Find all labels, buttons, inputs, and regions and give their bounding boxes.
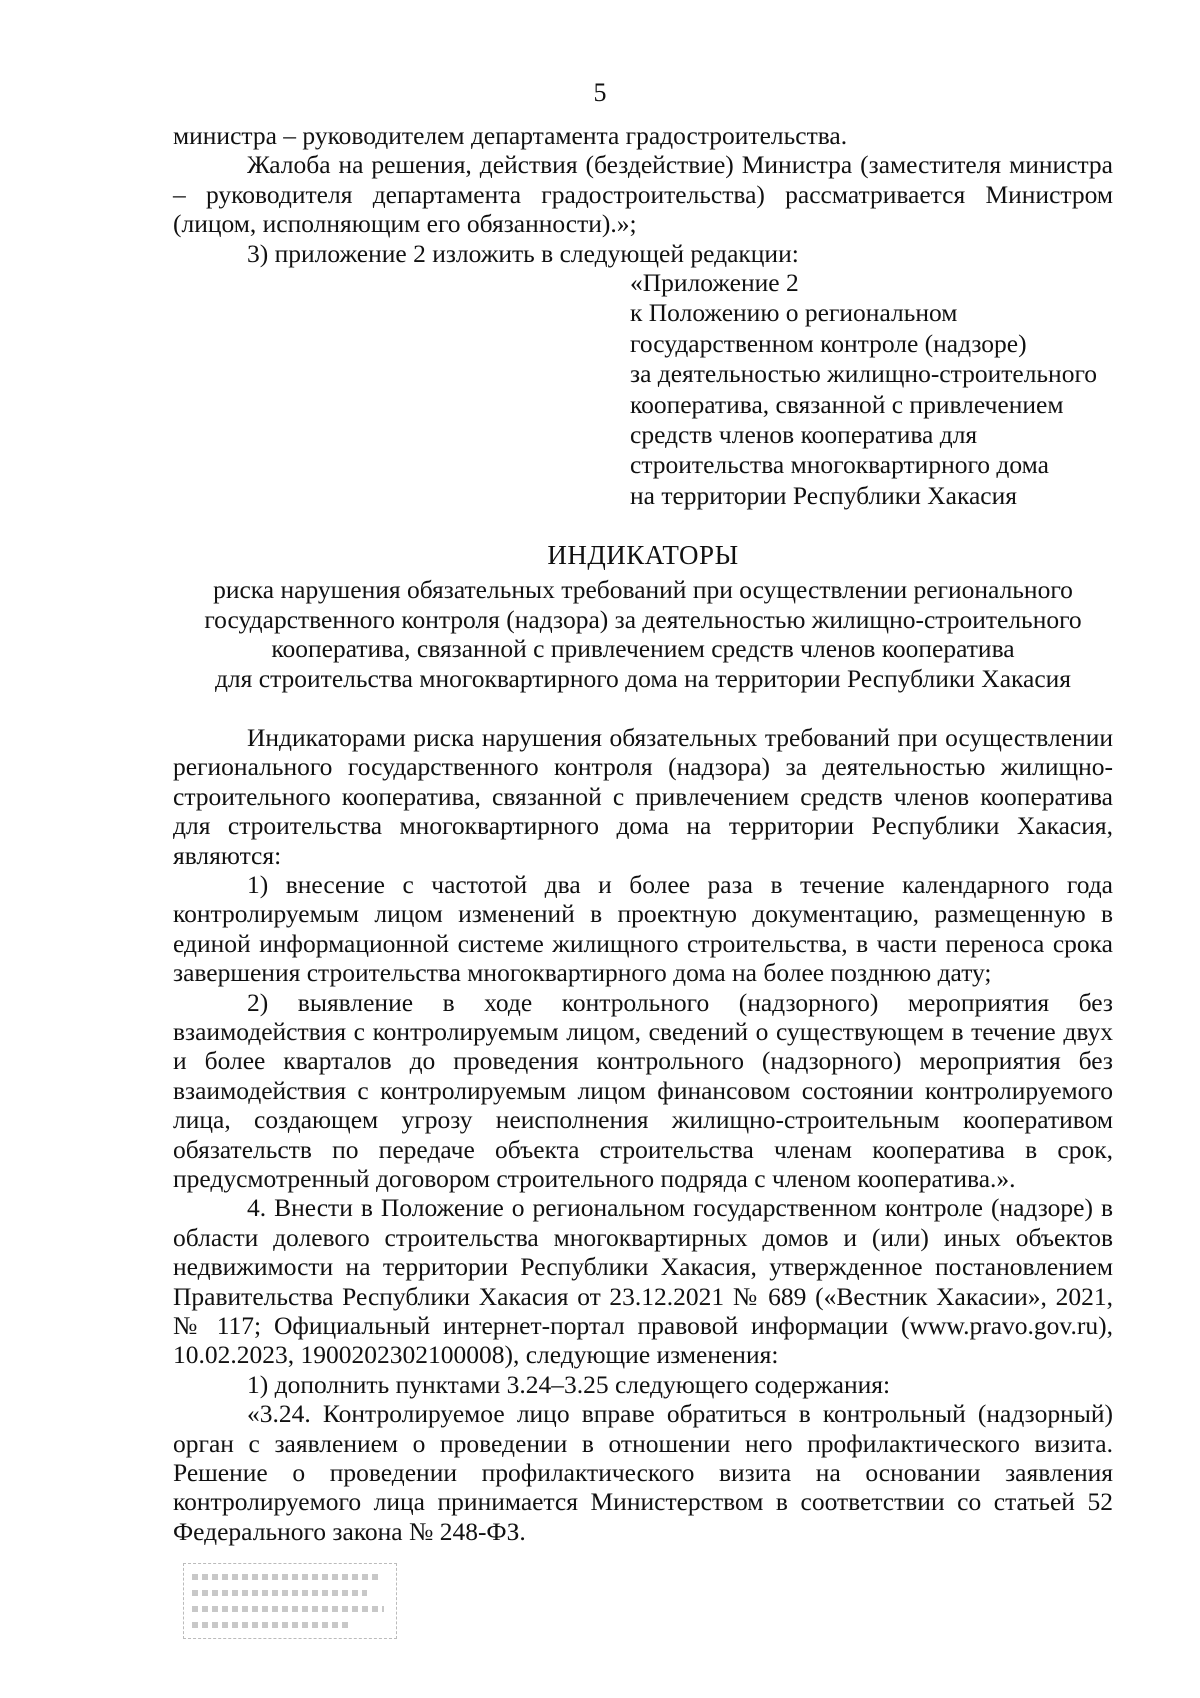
stamp-line bbox=[192, 1590, 367, 1596]
stamp-line bbox=[192, 1574, 382, 1580]
appendix-line: строительства многоквартирного дома bbox=[630, 450, 1049, 480]
subtitle-line: риска нарушения обязательных требований при осуществлении регионального bbox=[213, 575, 1073, 605]
subtitle-line: государственного контроля (надзора) за деятельностью жилищно-строительного bbox=[204, 604, 1082, 634]
subtitle-line: кооператива, связанной с привлечением средств членов кооператива bbox=[271, 634, 1015, 664]
appendix-line: на территории Республики Хакасия bbox=[630, 480, 1017, 510]
page-number: 5 bbox=[593, 78, 607, 107]
spacer bbox=[173, 693, 1113, 723]
section-subtitle bbox=[173, 575, 1113, 693]
paragraph-appendix-instruction: 3) приложение 2 изложить в следующей редакции: bbox=[247, 238, 799, 268]
paragraph-indicator-1: 1) внесение с частотой два и более раза в течение календарного года контролируемым лицом изменений в проектную документацию, размещенную в единой информационной системе жилищного строительства, в части переноса срока завершения строительства многоквартирного дома на более позднюю дату; bbox=[173, 869, 1113, 988]
paragraph-indicators-intro: Индикаторами риска нарушения обязательных требований при осуществлении регионального государственного контроля (надзора) за деятельностью жилищно-строительного кооператива, связанной с привлечением средств членов кооператива для строительства многоквартирного дома на территории Республики Хакасия, являются: bbox=[173, 722, 1113, 870]
electronic-signature-stamp bbox=[183, 1563, 397, 1639]
appendix-line: государственном контроле (надзоре) bbox=[630, 328, 1027, 358]
appendix-line: средств членов кооператива для bbox=[630, 420, 978, 450]
paragraph-item-4: 4. Внести в Положение о региональном государственном контроле (надзоре) в области долевого строительства многоквартирных домов и (или) иных объектов недвижимости на территории Республики Хакасия, утвержденное постановлением Правительства Республики Хакасия от 23.12.2021 № 689 («Вестник Хакасии», 2021, № 117; Официальный интернет-портал правовой информации (www.pravo.gov.ru), 10.02.2023, 1900202302100008), следующие изменения: bbox=[173, 1193, 1113, 1370]
document-body bbox=[173, 121, 1113, 1546]
appendix-line: за деятельностью жилищно-строительного bbox=[630, 359, 1098, 389]
stamp-line bbox=[192, 1622, 352, 1628]
paragraph-item-4-1: 1) дополнить пунктами 3.24–3.25 следующего содержания: bbox=[247, 1369, 891, 1399]
appendix-line: кооператива, связанной с привлечением bbox=[630, 389, 1064, 419]
appendix-header bbox=[630, 268, 1113, 511]
stamp-line bbox=[192, 1606, 384, 1612]
paragraph-indicator-2: 2) выявление в ходе контрольного (надзорного) мероприятия без взаимодействия с контролируемым лицом, сведений о существующем в течение двух и более кварталов до проведения контрольного (надзорного) мероприятия без взаимодействия с контролируемым лицом финансовом состоянии контролируемого лица, создающем угрозу неисполнения жилищно-строительным кооперативом обязательств по передаче объекта строительства членам кооператива в срок, предусмотренный договором строительного подряда с членом кооператива.». bbox=[173, 987, 1113, 1193]
paragraph-3-24: «3.24. Контролируемое лицо вправе обратиться в контрольный (надзорный) орган с заявлением о проведении в отношении него профилактического визита. Решение о проведении профилактического визита на основании заявления контролируемого лица принимается Министерством в соответствии со статьей 52 Федерального закона № 248-ФЗ. bbox=[173, 1399, 1113, 1546]
section-title: ИНДИКАТОРЫ bbox=[547, 540, 739, 571]
paragraph-continuation: министра – руководителем департамента градостроительства. bbox=[173, 121, 848, 150]
appendix-line: к Положению о региональном bbox=[630, 298, 958, 328]
subtitle-line: для строительства многоквартирного дома на территории Республики Хакасия bbox=[214, 663, 1072, 693]
paragraph-complaint: Жалоба на решения, действия (бездействие) Министра (заместителя министра – руководителя департамента градостроительства) рассматривается Министром (лицом, исполняющим его обязанности).»; bbox=[173, 150, 1113, 239]
appendix-line: «Приложение 2 bbox=[630, 268, 799, 298]
